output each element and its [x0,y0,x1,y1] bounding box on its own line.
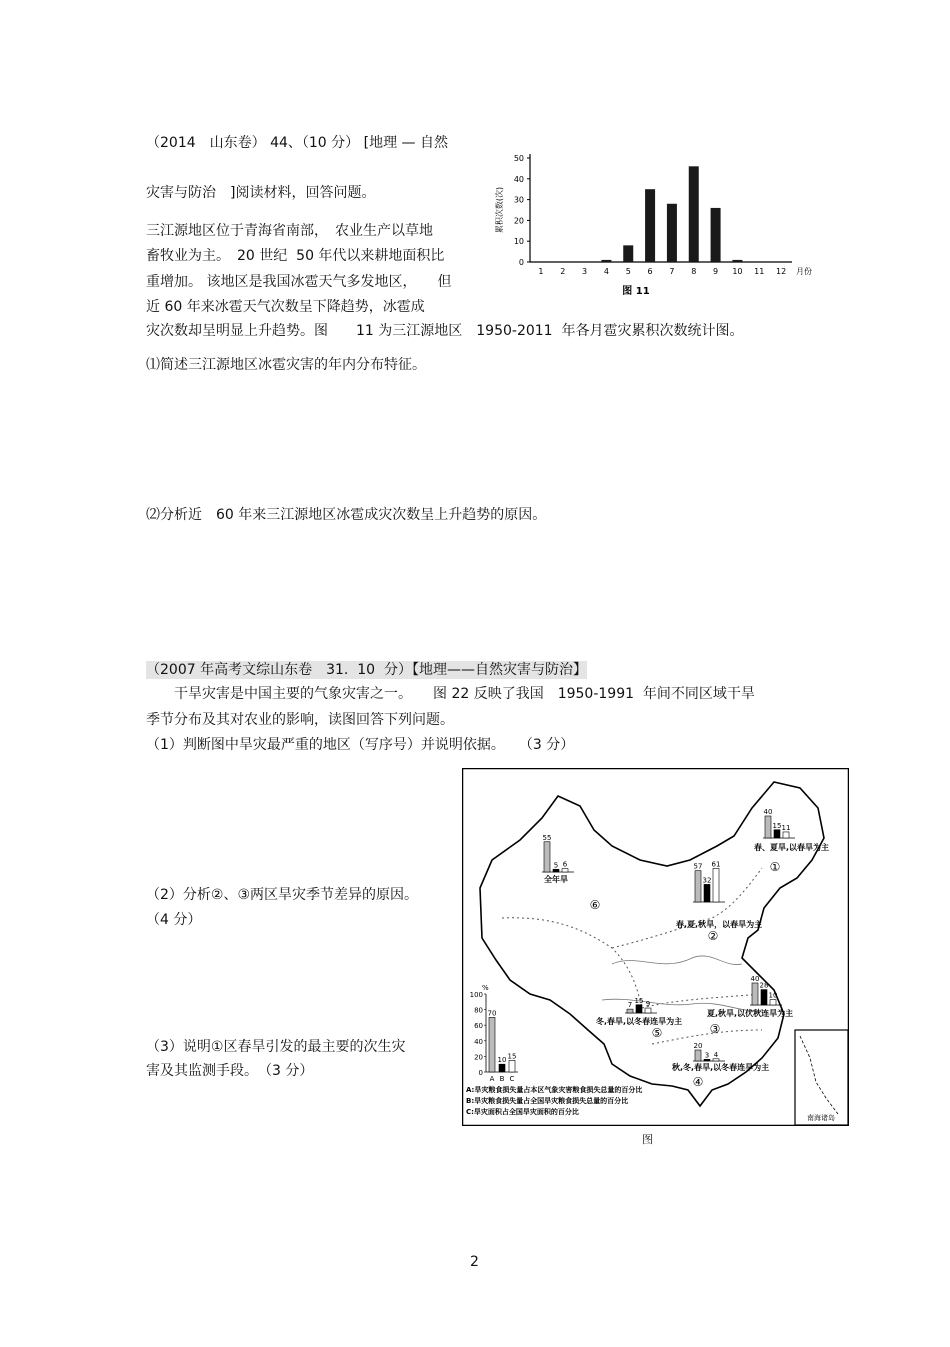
bar-month-9 [711,208,721,262]
q2-subquestion-2-line2: （4 分） [146,912,202,928]
bar-value-label: 55 [542,833,552,842]
region-season-label: 全年旱 [544,875,568,884]
bar-value-label: 6 [562,860,568,869]
x-tick-label: 8 [691,267,697,276]
bar-month-8 [689,166,699,262]
region-number-marker: ④ [692,1075,704,1089]
y-tick-label: 0 [518,258,524,267]
legend-y-tick: 100 [469,991,483,999]
region-number-marker: ① [769,860,781,874]
x-tick-label: 9 [713,267,719,276]
x-tick-label: 5 [625,267,631,276]
legend-entry: C:旱灾面积占全国旱灾面积的百分比 [466,1108,579,1116]
q2-subquestion-1: （1）判断图中旱灾最严重的地区（写序号）并说明依据。 （3 分） [146,737,575,753]
y-tick-label: 20 [513,216,524,226]
bar-value-label: 7 [627,1001,633,1010]
y-tick-label: 10 [513,237,524,247]
x-tick-label: 1 [538,267,544,276]
bar-value-label: 40 [750,975,760,983]
hail-monthly-bar-chart [490,148,820,302]
region-bar-A [752,983,758,1005]
region-season-label: 夏,秋旱,以伏秋连旱为主 [707,1009,794,1018]
q1-paragraph-line: 重增加。 该地区是我国冰雹天气多发地区， 但 [146,274,452,290]
region-bar-C [645,1008,651,1013]
bar-month-6 [645,189,655,262]
bar-value-label: 10 [768,991,778,1000]
legend-y-tick: 60 [474,1022,483,1031]
y-axis-label: 累积次数(次) [495,186,504,234]
q2-subquestion-3-line2: 害及其监测手段。 （3 分） [146,1063,314,1079]
region-bar-C [562,869,568,872]
q2-intro-line1: 干旱灾害是中国主要的气象灾害之一。 图 22 反映了我国 1950-1991 年间不同区域干旱 [146,686,755,702]
bar-value-label: 28 [759,981,769,990]
region-bar-C [783,832,789,838]
x-tick-label: 7 [669,267,675,276]
region-bar-B [553,869,559,872]
bar-value-label: 20 [693,1042,703,1050]
legend-y-tick: 40 [474,1037,483,1046]
q1-paragraph-line: 近 60 年来冰雹天气次数呈下降趋势，冰雹成 [146,299,425,315]
legend-bar-category: C [509,1075,515,1083]
region-season-label: 春,夏,秋旱，以春旱为主 [676,920,763,929]
legend-bar-B [499,1064,505,1072]
legend-bar-category: A [489,1075,495,1083]
region-bar-B [704,1059,710,1061]
region-bar-B [761,990,767,1005]
region-bar-B [636,1005,642,1013]
map-figure-caption: 图 [642,1133,653,1146]
legend-bar-value: 70 [487,1009,497,1018]
q1-header-line1: （2014 山东卷） 44、（10 分） [地理 — 自然 [146,135,448,151]
legend-bar-A [489,1017,495,1072]
region-bar-A [627,1009,633,1013]
legend-bar-value: 15 [507,1052,517,1061]
region-number-marker: ⑥ [589,898,601,912]
bar-value-label: 61 [711,860,721,869]
legend-y-tick: 20 [474,1053,483,1062]
bar-value-label: 4 [713,1050,719,1059]
bar-value-label: 40 [763,808,773,816]
legend-bar-category: B [499,1075,505,1083]
q1-subquestion-1: ⑴简述三江源地区冰雹灾害的年内分布特征。 [146,357,426,373]
region-bar-A [765,816,771,838]
bar-month-4 [601,260,611,262]
q1-paragraph-line: 灾次数却呈明显上升趋势。图 11 为三江源地区 1950-2011 年各月雹灾累积次数统计图。 [146,323,744,339]
q1-paragraph-line: 三江源地区位于青海省南部， 农业生产以草地 [146,223,433,239]
chart-title: 图 11 [622,286,650,297]
region-season-label: 秋,冬,春旱,以冬春连旱为主 [672,1063,770,1072]
x-tick-label: 11 [754,267,765,276]
q1-header-line2: 灾害与防治 ]阅读材料，回答问题。 [146,185,376,201]
x-tick-label: 2 [560,267,566,276]
bar-value-label: 9 [645,1000,651,1009]
x-tick-label: 3 [582,267,588,276]
legend-axis-unit: % [482,984,489,992]
region-bar-C [770,1000,776,1006]
bar-value-label: 57 [693,862,703,871]
x-tick-label: 6 [647,267,653,276]
legend-bar-C [509,1060,515,1072]
bar-value-label: 5 [553,861,559,870]
bar-value-label: 15 [772,821,782,830]
region-bar-A [695,871,701,902]
region-bar-A [544,842,550,872]
bar-month-7 [667,204,677,262]
x-tick-label: 12 [775,267,787,276]
q2-subquestion-2-line1: （2）分析②、③两区旱灾季节差异的原因。 [146,887,419,903]
bar-value-label: 15 [634,996,644,1005]
q2-header: （2007 年高考文综山东卷 31. 10 分）【地理——自然灾害与防治】 [146,662,587,678]
q1-subquestion-2: ⑵分析近 60 年来三江源地区冰雹成灾次数呈上升趋势的原因。 [146,507,547,523]
x-tick-label: 4 [603,267,609,276]
legend-y-tick: 0 [478,1069,483,1077]
region-bar-C [713,868,719,902]
region-number-marker: ③ [709,1022,721,1036]
region-bar-C [713,1059,719,1061]
region-season-label: 春、夏旱,以春旱为主 [754,843,830,852]
region-number-marker: ⑤ [651,1026,663,1040]
region-bar-A [695,1050,701,1061]
legend-bar-value: 10 [497,1056,507,1065]
page-number: 2 [470,1254,479,1270]
q1-paragraph-line: 畜牧业为主。 20 世纪 50 年代以来耕地面积比 [146,248,445,264]
legend-entry: A:旱灾粮食损失量占本区气象灾害粮食损失总量的百分比 [466,1086,643,1094]
y-tick-label: 40 [513,174,524,184]
x-axis-label: 月份 [796,267,812,276]
china-drought-map [462,768,849,1126]
y-tick-label: 30 [513,195,524,205]
x-tick-label: 10 [732,267,743,276]
legend-entry: B:旱灾粮食损失量占全国旱灾粮食损失总量的百分比 [466,1097,629,1105]
bar-month-5 [623,245,633,262]
region-bar-B [774,830,780,838]
bar-value-label: 3 [704,1051,710,1060]
bar-value-label: 11 [781,823,791,832]
q2-intro-line2: 季节分布及其对农业的影响，读图回答下列问题。 [146,712,454,728]
south-sea-inset [795,1030,848,1125]
south-sea-inset-label: 南海诸岛 [807,1114,835,1122]
bar-value-label: 32 [702,876,712,885]
region-number-marker: ② [707,929,719,943]
legend-y-tick: 80 [474,1006,483,1015]
region-bar-B [704,884,710,902]
q2-subquestion-3-line1: （3）说明①区春旱引发的最主要的次生灾 [146,1039,406,1055]
bar-month-10 [732,260,742,262]
y-tick-label: 50 [513,154,524,163]
region-season-label: 冬,春旱,以冬春连旱为主 [596,1017,683,1026]
